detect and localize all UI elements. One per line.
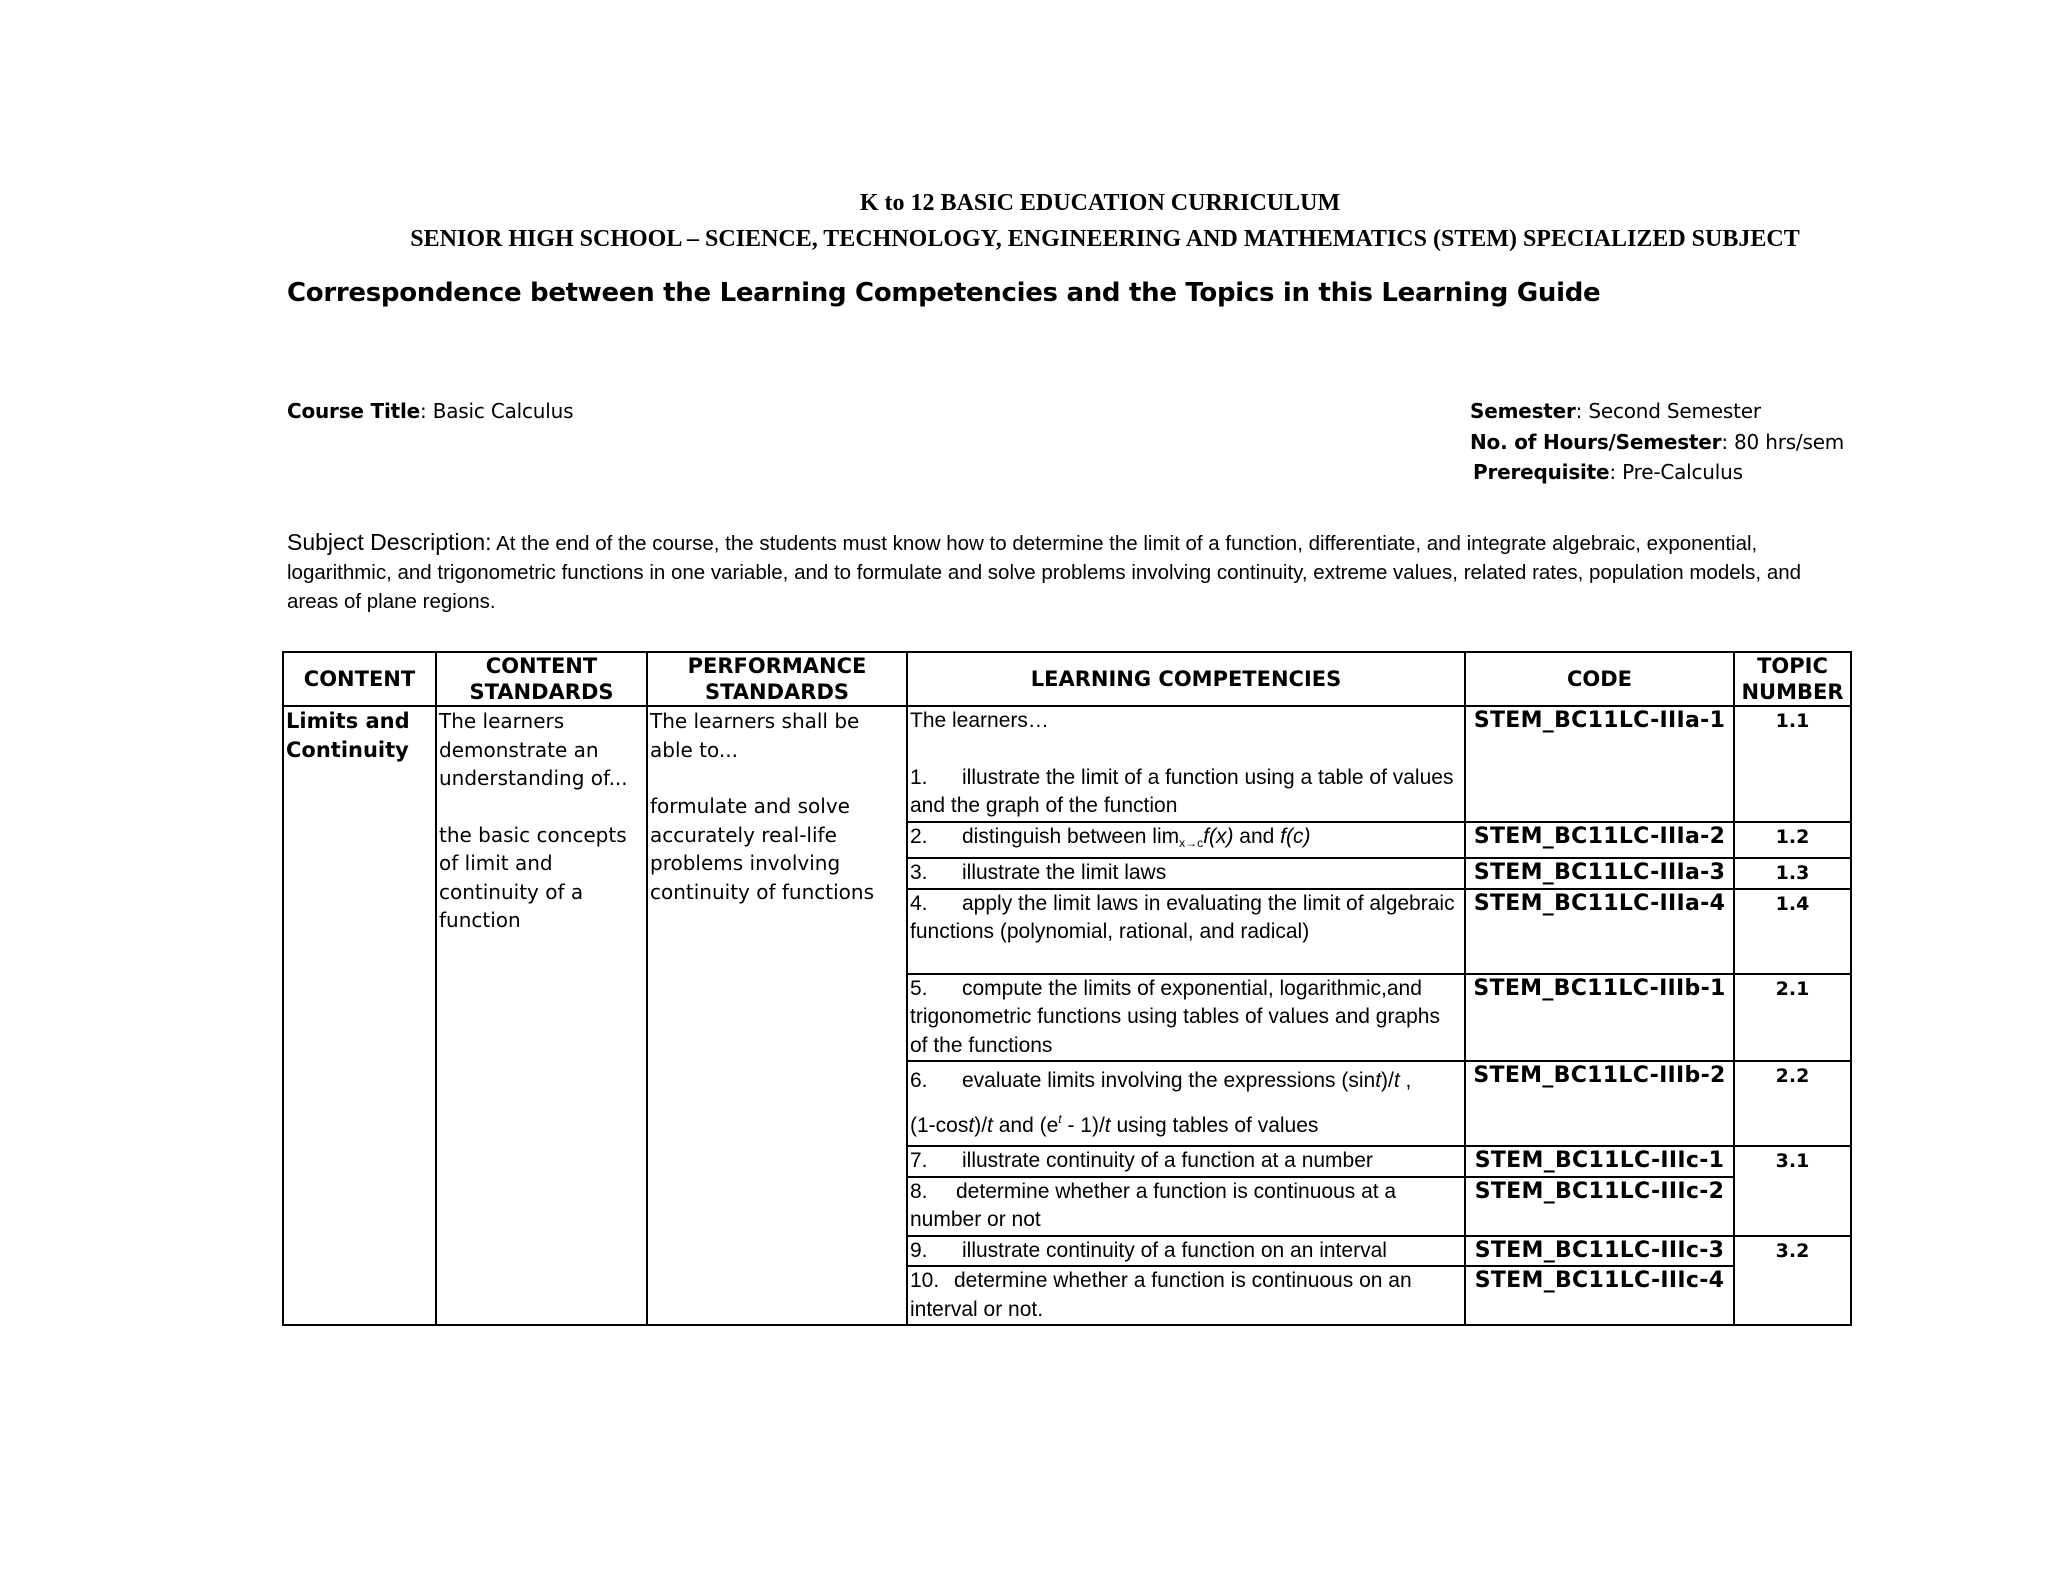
competency-9 (907, 1236, 1465, 1267)
competency-text: determine whether a function is continuous at a number or not (910, 1179, 1397, 1231)
topic-cell: 2.2 (1734, 1061, 1851, 1146)
content-standards-body: the basic concepts of limit and continuity of a function (439, 822, 627, 932)
competency-text: - 1)/ (1061, 1114, 1105, 1137)
competency-3 (907, 858, 1465, 889)
performance-standards-intro: The learners shall be able to... (650, 709, 860, 762)
competency-7 (907, 1146, 1465, 1177)
topic-cell: 2.1 (1734, 974, 1851, 1062)
curriculum-subtitle: SENIOR HIGH SCHOOL – SCIENCE, TECHNOLOGY, ENGINEERING AND MATHEMATICS (STEM) SPECIALIZED SUBJECT (410, 226, 1800, 252)
header-performance-standards: PERFORMANCE STANDARDS (647, 652, 907, 706)
competency-text: determine whether a function is continuous on an interval or not. (910, 1269, 1412, 1321)
header-learning-competencies: LEARNING COMPETENCIES (907, 652, 1465, 706)
guide-title: Correspondence between the Learning Competencies and the Topics in this Learning Guide (287, 278, 1601, 308)
competency-1 (907, 706, 1465, 822)
competency-number: 6. (910, 1069, 928, 1092)
topic-cell: 1.2 (1734, 822, 1851, 859)
competency-text: compute the limits of exponential, logarithmic,and trigonometric functions using tables of values and graphs of the functions (910, 976, 1440, 1057)
semester (1470, 399, 1761, 423)
performance-standards-cell (647, 706, 907, 1325)
competency-text: distinguish between lim (962, 824, 1180, 848)
competency-number: 5. (910, 976, 928, 1000)
topic-cell: 3.2 (1734, 1236, 1851, 1326)
var-t: t (968, 1114, 975, 1137)
semester-label: Semester (1470, 399, 1576, 423)
competency-8 (907, 1177, 1465, 1236)
course-title (287, 399, 573, 423)
topic-cell: 1.3 (1734, 858, 1851, 889)
limit-subscript: x→c (1179, 835, 1204, 850)
competency-6 (907, 1061, 1465, 1146)
competency-number: 10. (910, 1269, 940, 1292)
competency-table (282, 651, 1852, 1326)
competency-text: )/ (974, 1114, 988, 1137)
header-topic-number: TOPIC NUMBER (1734, 652, 1851, 706)
learning-competencies-intro: The learners… (910, 709, 1049, 732)
prerequisite-value: : Pre-Calculus (1609, 460, 1743, 484)
competency-number: 8. (910, 1179, 928, 1203)
competency-number: 4. (910, 891, 928, 915)
code-cell: STEM_BC11LC-IIIc-4 (1465, 1266, 1734, 1325)
competency-text: )/ (1381, 1069, 1394, 1092)
competency-text: evaluate limits involving the expressions (sin (962, 1069, 1376, 1092)
content-standards-cell (436, 706, 647, 1325)
competency-text: , (1399, 1069, 1412, 1092)
table-row (283, 706, 1851, 822)
competency-text: illustrate the limit of a function using a table of values and the graph of the function (910, 765, 1454, 817)
code-cell: STEM_BC11LC-IIIc-3 (1465, 1236, 1734, 1267)
function-fc: f(c) (1280, 824, 1311, 848)
hours-value: : 80 hrs/sem (1721, 430, 1845, 454)
competency-2 (907, 822, 1465, 859)
competency-text-and: and (1233, 824, 1281, 848)
competency-number: 2. (910, 824, 928, 848)
exponent-t: t (1058, 1112, 1062, 1126)
prerequisite (1473, 460, 1743, 484)
content-standards-intro: The learners demonstrate an understanding of... (439, 709, 628, 790)
table-header-row (283, 652, 1851, 706)
hours-per-semester (1470, 430, 1844, 454)
competency-text: (1-cos (910, 1114, 969, 1137)
competency-text: illustrate continuity of a function on an interval (962, 1238, 1387, 1262)
competency-5 (907, 974, 1465, 1062)
curriculum-title: K to 12 BASIC EDUCATION CURRICULUM (859, 190, 1341, 216)
topic-cell: 1.1 (1734, 706, 1851, 822)
prerequisite-label: Prerequisite (1473, 460, 1610, 484)
subject-description-label: Subject Description: (287, 529, 492, 555)
competency-number: 3. (910, 861, 928, 884)
code-cell: STEM_BC11LC-IIIa-4 (1465, 889, 1734, 974)
code-cell: STEM_BC11LC-IIIa-3 (1465, 858, 1734, 889)
competency-text: illustrate continuity of a function at a number (962, 1149, 1373, 1172)
var-t: t (987, 1114, 993, 1137)
code-cell: STEM_BC11LC-IIIb-1 (1465, 974, 1734, 1062)
function-fx: f(x) (1203, 824, 1234, 848)
competency-text: apply the limit laws in evaluating the limit of algebraic functions (polynomial, rational, and radical) (910, 891, 1455, 943)
course-title-value: : Basic Calculus (420, 399, 574, 423)
competency-4 (907, 889, 1465, 974)
topic-cell: 3.1 (1734, 1146, 1851, 1236)
header-code: CODE (1465, 652, 1734, 706)
subject-description-text: At the end of the course, the students must know how to determine the limit of a function, differentiate, and integrate algebraic, exponential, logarithmic, and trigonometric functions in one variable, and to formulate and solve problems involving continuity, extreme values, related rates, population models, and areas of plane regions. (287, 532, 1802, 613)
competency-text: and (e (992, 1114, 1059, 1137)
code-cell: STEM_BC11LC-IIIa-2 (1465, 822, 1734, 859)
subject-description (287, 528, 1847, 616)
code-cell: STEM_BC11LC-IIIb-2 (1465, 1061, 1734, 1146)
var-t: t (1104, 1114, 1111, 1137)
code-cell: STEM_BC11LC-IIIa-1 (1465, 706, 1734, 822)
header-content: CONTENT (283, 652, 436, 706)
var-t: t (1393, 1069, 1400, 1092)
competency-text: illustrate the limit laws (962, 861, 1167, 884)
var-t: t (1375, 1069, 1382, 1092)
code-cell: STEM_BC11LC-IIIc-2 (1465, 1177, 1734, 1236)
performance-standards-body: formulate and solve accurately real-life problems involving continuity of functions (650, 794, 875, 904)
course-title-label: Course Title (287, 399, 421, 423)
content-cell: Limits and Continuity (283, 706, 436, 1325)
code-cell: STEM_BC11LC-IIIc-1 (1465, 1146, 1734, 1177)
competency-number: 9. (910, 1238, 928, 1262)
competency-10 (907, 1266, 1465, 1325)
header-content-standards: CONTENT STANDARDS (436, 652, 647, 706)
competency-number: 7. (910, 1149, 928, 1172)
topic-cell: 1.4 (1734, 889, 1851, 974)
competency-text: using tables of values (1110, 1114, 1319, 1137)
semester-value: : Second Semester (1575, 399, 1761, 423)
hours-label: No. of Hours/Semester (1470, 430, 1722, 454)
competency-number: 1. (910, 765, 928, 789)
